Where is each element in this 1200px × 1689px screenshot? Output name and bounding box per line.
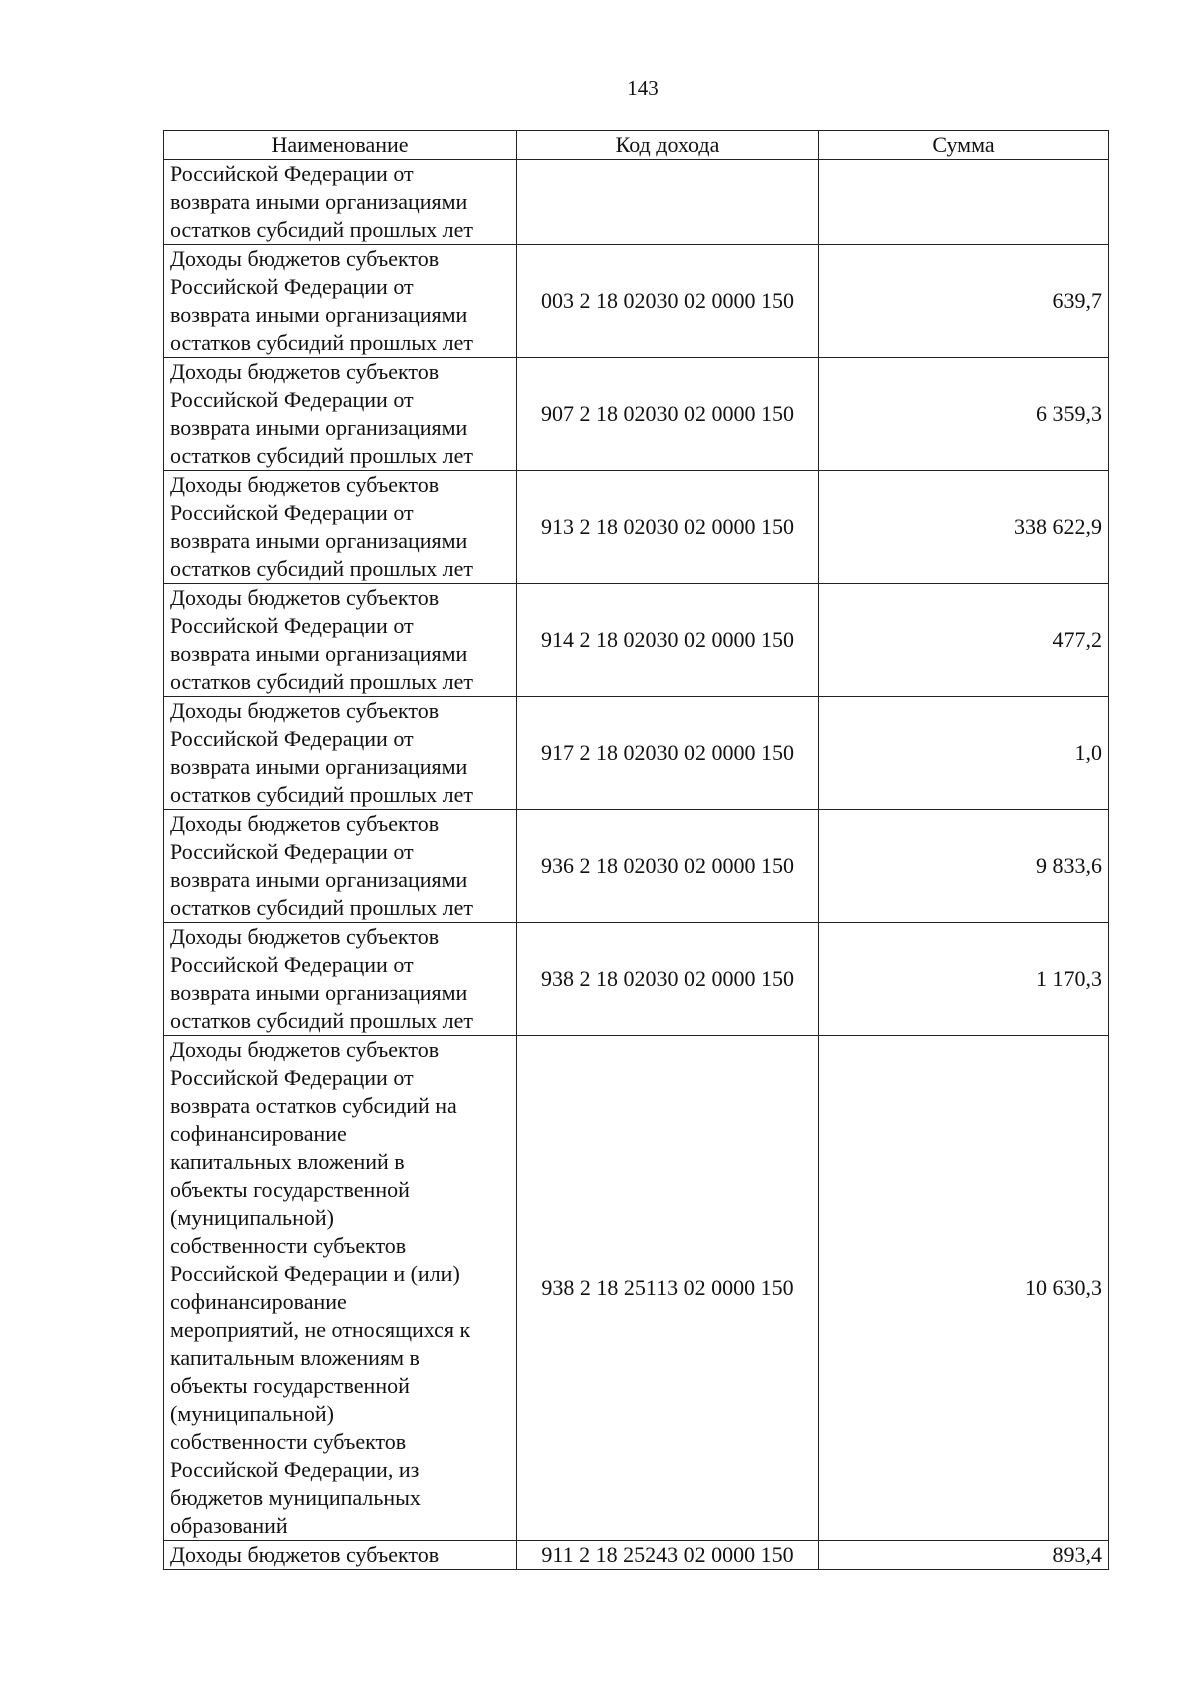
row-name-line: Российской Федерации от xyxy=(170,1065,414,1090)
row-name-cell xyxy=(164,358,517,471)
row-name-line: Российской Федерации от xyxy=(170,387,414,412)
row-name-line: Российской Федерации от xyxy=(170,726,414,751)
table-row xyxy=(164,810,1109,923)
row-sum-cell: 639,7 xyxy=(819,245,1109,358)
row-code-cell: 938 2 18 25113 02 0000 150 xyxy=(517,1036,819,1541)
row-code-cell: 003 2 18 02030 02 0000 150 xyxy=(517,245,819,358)
row-name-cell xyxy=(164,471,517,584)
row-sum-cell xyxy=(819,160,1109,245)
row-code-cell: 938 2 18 02030 02 0000 150 xyxy=(517,923,819,1036)
row-name-line: Доходы бюджетов субъектов xyxy=(170,698,440,723)
row-code-cell: 917 2 18 02030 02 0000 150 xyxy=(517,697,819,810)
row-name-line: возврата иными организациями xyxy=(170,754,468,779)
row-name-line: Доходы бюджетов субъектов xyxy=(170,811,440,836)
row-name-cell xyxy=(164,923,517,1036)
row-sum-cell: 1 170,3 xyxy=(819,923,1109,1036)
row-code-cell: 914 2 18 02030 02 0000 150 xyxy=(517,584,819,697)
row-name-cell xyxy=(164,697,517,810)
header-name: Наименование xyxy=(164,131,517,160)
row-code-cell: 936 2 18 02030 02 0000 150 xyxy=(517,810,819,923)
row-name-cell xyxy=(164,1541,517,1570)
row-name-line: Доходы бюджетов субъектов xyxy=(170,472,440,497)
row-name-line: остатков субсидий прошлых лет xyxy=(170,669,473,694)
row-sum-cell: 10 630,3 xyxy=(819,1036,1109,1541)
row-name-cell xyxy=(164,1036,517,1541)
table-row xyxy=(164,923,1109,1036)
row-name-line: собственности субъектов xyxy=(170,1429,407,1454)
table-row xyxy=(164,471,1109,584)
row-name-cell xyxy=(164,160,517,245)
row-code-cell: 913 2 18 02030 02 0000 150 xyxy=(517,471,819,584)
row-name-line: Российской Федерации от xyxy=(170,952,414,977)
row-sum-cell: 6 359,3 xyxy=(819,358,1109,471)
row-name-line: образований xyxy=(170,1513,288,1538)
page-number: 143 xyxy=(627,76,659,100)
table-row xyxy=(164,1036,1109,1541)
row-name-line: остатков субсидий прошлых лет xyxy=(170,217,473,242)
table-row xyxy=(164,160,1109,245)
row-name-line: Российской Федерации от xyxy=(170,161,414,186)
row-name-line: Российской Федерации от xyxy=(170,613,414,638)
row-name-line: Доходы бюджетов субъектов xyxy=(170,1037,440,1062)
row-name-line: остатков субсидий прошлых лет xyxy=(170,1008,473,1033)
row-name-line: возврата иными организациями xyxy=(170,189,468,214)
row-name-line: Российской Федерации от xyxy=(170,500,414,525)
row-name-cell xyxy=(164,245,517,358)
row-name-line: остатков субсидий прошлых лет xyxy=(170,330,473,355)
row-name-cell xyxy=(164,584,517,697)
row-sum-cell: 9 833,6 xyxy=(819,810,1109,923)
row-name-line: Доходы бюджетов субъектов xyxy=(170,585,440,610)
header-code: Код дохода xyxy=(517,131,819,160)
row-name-line: возврата иными организациями xyxy=(170,302,468,327)
income-table xyxy=(163,130,1109,1570)
row-code-cell: 907 2 18 02030 02 0000 150 xyxy=(517,358,819,471)
table-row xyxy=(164,245,1109,358)
row-name-line: остатков субсидий прошлых лет xyxy=(170,782,473,807)
table-row xyxy=(164,697,1109,810)
row-name-line: возврата остатков субсидий на xyxy=(170,1093,457,1118)
row-name-line: собственности субъектов xyxy=(170,1233,407,1258)
table-row xyxy=(164,358,1109,471)
row-name-line: Доходы бюджетов субъектов xyxy=(170,359,440,384)
row-name-line: Российской Федерации, из xyxy=(170,1457,420,1482)
row-name-line: Доходы бюджетов субъектов xyxy=(170,246,440,271)
row-name-line: Российской Федерации и (или) xyxy=(170,1261,460,1286)
row-name-cell xyxy=(164,810,517,923)
row-name-line: Российской Федерации от xyxy=(170,274,414,299)
row-name-line: остатков субсидий прошлых лет xyxy=(170,443,473,468)
row-name-line: Доходы бюджетов субъектов xyxy=(170,1542,440,1567)
header-sum: Сумма xyxy=(819,131,1109,160)
row-name-line: капитальным вложениям в xyxy=(170,1345,420,1370)
row-name-line: бюджетов муниципальных xyxy=(170,1485,421,1510)
table-header xyxy=(164,131,1109,160)
row-sum-cell: 1,0 xyxy=(819,697,1109,810)
row-name-line: (муниципальной) xyxy=(170,1401,334,1426)
row-name-line: остатков субсидий прошлых лет xyxy=(170,556,473,581)
table-body xyxy=(164,160,1109,1570)
row-sum-cell: 893,4 xyxy=(819,1541,1109,1570)
header-row xyxy=(164,131,1109,160)
row-sum-cell: 338 622,9 xyxy=(819,471,1109,584)
row-name-line: остатков субсидий прошлых лет xyxy=(170,895,473,920)
row-name-line: возврата иными организациями xyxy=(170,415,468,440)
table-row xyxy=(164,584,1109,697)
row-name-line: возврата иными организациями xyxy=(170,528,468,553)
row-name-line: возврата иными организациями xyxy=(170,641,468,666)
row-name-line: Доходы бюджетов субъектов xyxy=(170,924,440,949)
row-name-line: возврата иными организациями xyxy=(170,980,468,1005)
table-row xyxy=(164,1541,1109,1570)
row-name-line: (муниципальной) xyxy=(170,1205,334,1230)
row-name-line: капитальных вложений в xyxy=(170,1149,405,1174)
row-name-line: объекты государственной xyxy=(170,1373,410,1398)
row-sum-cell: 477,2 xyxy=(819,584,1109,697)
row-name-line: возврата иными организациями xyxy=(170,867,468,892)
row-name-line: объекты государственной xyxy=(170,1177,410,1202)
row-name-line: мероприятий, не относящихся к xyxy=(170,1317,471,1342)
row-name-line: Российской Федерации от xyxy=(170,839,414,864)
row-name-line: софинансирование xyxy=(170,1121,347,1146)
row-name-line: софинансирование xyxy=(170,1289,347,1314)
row-code-cell xyxy=(517,160,819,245)
row-code-cell: 911 2 18 25243 02 0000 150 xyxy=(517,1541,819,1570)
